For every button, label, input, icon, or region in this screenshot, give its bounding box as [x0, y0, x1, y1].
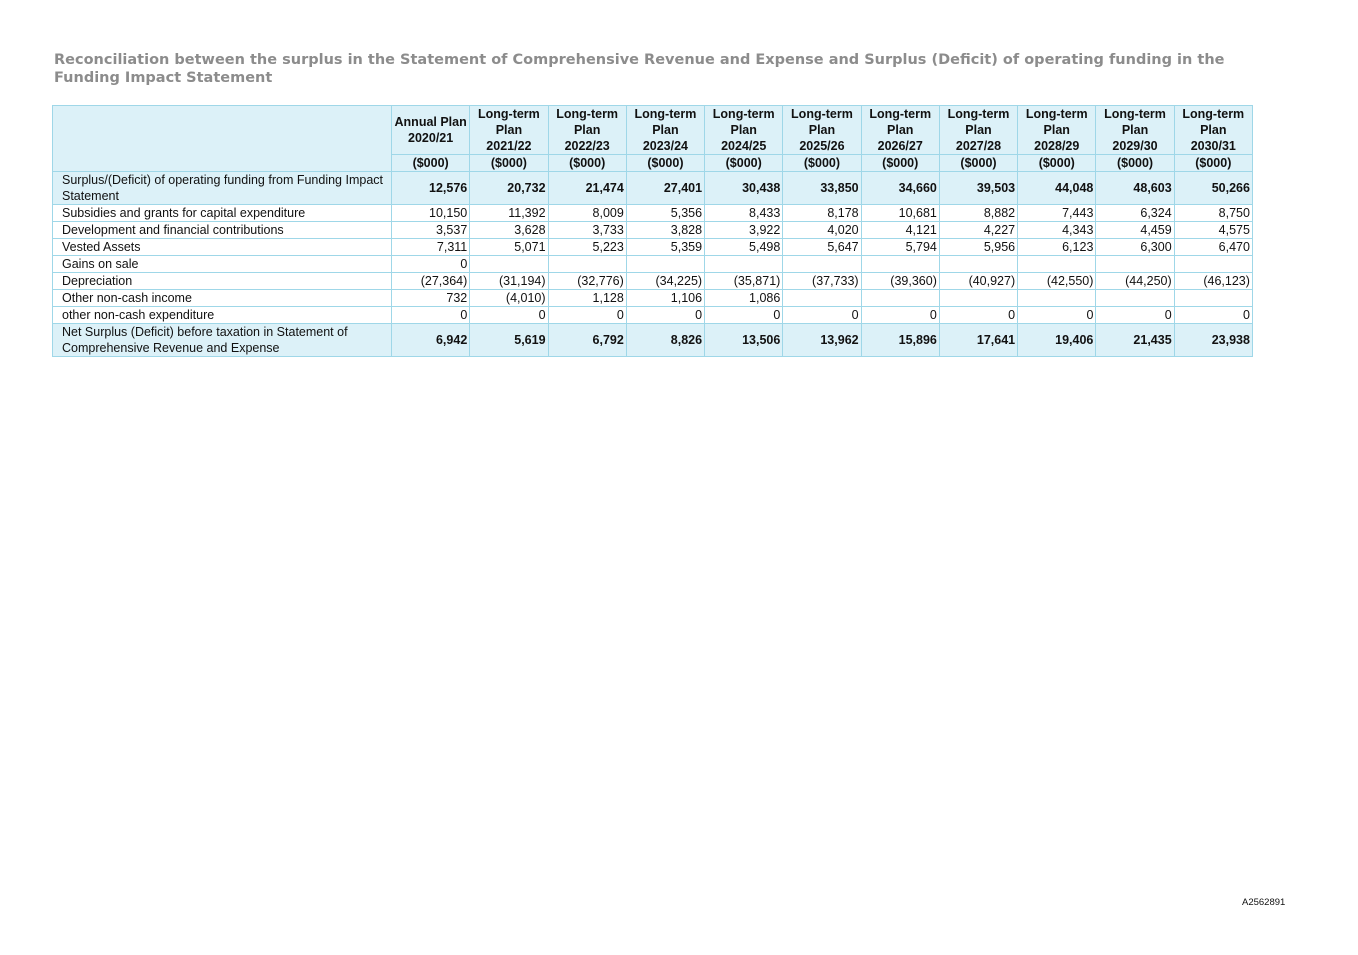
value-cell: 33,850 [783, 172, 861, 205]
column-header-title: Plan [495, 123, 523, 137]
column-header-title: Long-term [947, 107, 1010, 121]
value-cell: 3,628 [470, 222, 548, 239]
value-cell: 3,828 [626, 222, 704, 239]
column-header-title: Plan [730, 123, 757, 137]
value-cell: 11,392 [470, 205, 548, 222]
value-cell [783, 256, 861, 273]
value-cell: 8,882 [939, 205, 1017, 222]
value-cell: 3,733 [548, 222, 626, 239]
column-header [783, 106, 861, 155]
value-cell: (42,550) [1018, 273, 1096, 290]
value-cell: 15,896 [861, 324, 939, 357]
page-title: Reconciliation between the surplus in the Statement of Comprehensive Revenue and Expense and Surplus (Deficit) of operating funding in the Funding Impact Statement [54, 52, 1225, 86]
value-cell: 48,603 [1096, 172, 1174, 205]
column-header-year: 2028/29 [1034, 139, 1080, 153]
value-cell: (31,194) [470, 273, 548, 290]
value-cell: 12,576 [392, 172, 470, 205]
table-row [53, 290, 1253, 307]
value-cell [861, 290, 939, 307]
units-cell: ($000) [939, 155, 1017, 172]
value-cell: (35,871) [705, 273, 783, 290]
column-header-row [53, 106, 1253, 155]
units-cell: ($000) [1096, 155, 1174, 172]
value-cell: 0 [470, 307, 548, 324]
column-header-year: 2024/25 [721, 139, 767, 153]
column-header-year: 2025/26 [799, 139, 845, 153]
value-cell: (34,225) [626, 273, 704, 290]
table-row [53, 324, 1253, 357]
value-cell [1018, 290, 1096, 307]
value-cell: 0 [392, 256, 470, 273]
column-header-year: 2022/23 [564, 139, 610, 153]
value-cell: 27,401 [626, 172, 704, 205]
value-cell: 0 [626, 307, 704, 324]
units-cell: ($000) [705, 155, 783, 172]
value-cell: 21,435 [1096, 324, 1174, 357]
value-cell: 7,443 [1018, 205, 1096, 222]
value-cell: 0 [705, 307, 783, 324]
value-cell: 5,619 [470, 324, 548, 357]
value-cell [1174, 256, 1252, 273]
column-header-title: Plan [887, 123, 914, 137]
value-cell: 6,942 [392, 324, 470, 357]
column-header [1174, 106, 1252, 155]
row-label: other non-cash expenditure [53, 307, 392, 324]
value-cell: 6,300 [1096, 239, 1174, 256]
value-cell [1096, 256, 1174, 273]
value-cell: 13,506 [705, 324, 783, 357]
column-header-title: Long-term [556, 107, 619, 121]
value-cell: 0 [939, 307, 1017, 324]
value-cell: 1,128 [548, 290, 626, 307]
units-cell: ($000) [470, 155, 548, 172]
value-cell: 5,356 [626, 205, 704, 222]
value-cell: (27,364) [392, 273, 470, 290]
column-header-title: Plan [965, 123, 992, 137]
column-header [470, 106, 548, 155]
value-cell: (4,010) [470, 290, 548, 307]
value-cell: 8,433 [705, 205, 783, 222]
column-header-year: 2029/30 [1112, 139, 1158, 153]
value-cell: 3,537 [392, 222, 470, 239]
column-header-title: Long-term [1182, 107, 1245, 121]
value-cell: 5,647 [783, 239, 861, 256]
value-cell [939, 256, 1017, 273]
column-header [939, 106, 1017, 155]
value-cell: 5,498 [705, 239, 783, 256]
table-row [53, 205, 1253, 222]
column-header [1018, 106, 1096, 155]
column-header-year: 2030/31 [1190, 139, 1236, 153]
value-cell: 10,150 [392, 205, 470, 222]
column-header-title: Long-term [791, 107, 853, 121]
value-cell: 0 [1096, 307, 1174, 324]
value-cell [705, 256, 783, 273]
value-cell: 0 [548, 307, 626, 324]
table-body [53, 172, 1253, 357]
column-header-title: Long-term [477, 107, 540, 121]
value-cell: 6,324 [1096, 205, 1174, 222]
value-cell: 4,121 [861, 222, 939, 239]
value-cell: 0 [392, 307, 470, 324]
value-cell [783, 290, 861, 307]
label-column-header [53, 106, 392, 172]
row-label: Vested Assets [53, 239, 392, 256]
value-cell: 7,311 [392, 239, 470, 256]
value-cell: 6,792 [548, 324, 626, 357]
value-cell: 5,223 [548, 239, 626, 256]
value-cell: 5,794 [861, 239, 939, 256]
table-row [53, 222, 1253, 239]
value-cell: 19,406 [1018, 324, 1096, 357]
row-label: Subsidies and grants for capital expenditure [53, 205, 392, 222]
reconciliation-table [52, 105, 1253, 357]
column-header-year: 2027/28 [955, 139, 1002, 153]
value-cell [626, 256, 704, 273]
value-cell: 8,826 [626, 324, 704, 357]
value-cell: 4,343 [1018, 222, 1096, 239]
column-header-title: Plan [652, 123, 679, 137]
column-header-title: Long-term [869, 107, 932, 121]
column-header-title: Plan [1200, 123, 1227, 137]
row-label: Net Surplus (Deficit) before taxation in Statement of Comprehensive Revenue and Expense [53, 324, 392, 357]
value-cell [861, 256, 939, 273]
value-cell: 34,660 [861, 172, 939, 205]
document-reference: A2562891 [1242, 897, 1286, 908]
column-header-title: Plan [573, 123, 601, 137]
value-cell: 23,938 [1174, 324, 1252, 357]
value-cell: 4,020 [783, 222, 861, 239]
value-cell: 8,009 [548, 205, 626, 222]
column-header-year: 2020/21 [408, 131, 454, 145]
table-row [53, 172, 1253, 205]
units-cell: ($000) [783, 155, 861, 172]
value-cell: 50,266 [1174, 172, 1252, 205]
value-cell: 1,106 [626, 290, 704, 307]
column-header-title: Plan [808, 123, 836, 137]
value-cell: 4,227 [939, 222, 1017, 239]
value-cell: (39,360) [861, 273, 939, 290]
value-cell: 0 [1174, 307, 1252, 324]
table-row [53, 273, 1253, 290]
value-cell: (32,776) [548, 273, 626, 290]
value-cell [1096, 290, 1174, 307]
value-cell: 732 [392, 290, 470, 307]
row-label: Development and financial contributions [53, 222, 392, 239]
column-header-title: Long-term [1104, 107, 1166, 121]
column-header-year: 2026/27 [877, 139, 923, 153]
table-row [53, 307, 1253, 324]
table-row [53, 256, 1253, 273]
units-cell: ($000) [1174, 155, 1252, 172]
value-cell [939, 290, 1017, 307]
value-cell: 0 [783, 307, 861, 324]
value-cell: 17,641 [939, 324, 1017, 357]
value-cell: (37,733) [783, 273, 861, 290]
column-header-title: Plan [1121, 123, 1149, 137]
value-cell: 6,123 [1018, 239, 1096, 256]
value-cell: 21,474 [548, 172, 626, 205]
column-header-title: Long-term [1025, 107, 1088, 121]
column-header [548, 106, 626, 155]
column-header-title: Long-term [712, 107, 775, 121]
value-cell: 30,438 [705, 172, 783, 205]
value-cell: 6,470 [1174, 239, 1252, 256]
column-header [626, 106, 704, 155]
value-cell: 4,459 [1096, 222, 1174, 239]
value-cell: 1,086 [705, 290, 783, 307]
table-row [53, 239, 1253, 256]
value-cell: (40,927) [939, 273, 1017, 290]
units-cell: ($000) [1018, 155, 1096, 172]
row-label: Other non-cash income [53, 290, 392, 307]
value-cell: 0 [861, 307, 939, 324]
column-header-title: Annual Plan [394, 115, 467, 129]
column-header [1096, 106, 1174, 155]
column-header-year: 2023/24 [642, 139, 689, 153]
row-label: Gains on sale [53, 256, 392, 273]
units-cell: ($000) [626, 155, 704, 172]
row-label: Depreciation [53, 273, 392, 290]
column-header-year: 2021/22 [486, 139, 532, 153]
value-cell [470, 256, 548, 273]
value-cell: 10,681 [861, 205, 939, 222]
column-header [392, 106, 470, 155]
column-header [861, 106, 939, 155]
value-cell: (44,250) [1096, 273, 1174, 290]
value-cell: (46,123) [1174, 273, 1252, 290]
row-label: Surplus/(Deficit) of operating funding from Funding Impact Statement [53, 172, 392, 205]
value-cell: 44,048 [1018, 172, 1096, 205]
value-cell: 8,750 [1174, 205, 1252, 222]
value-cell: 39,503 [939, 172, 1017, 205]
units-cell: ($000) [392, 155, 470, 172]
value-cell: 8,178 [783, 205, 861, 222]
value-cell: 4,575 [1174, 222, 1252, 239]
units-cell: ($000) [548, 155, 626, 172]
value-cell [1174, 290, 1252, 307]
value-cell: 5,359 [626, 239, 704, 256]
value-cell: 3,922 [705, 222, 783, 239]
units-cell: ($000) [861, 155, 939, 172]
value-cell: 0 [1018, 307, 1096, 324]
column-header-title: Long-term [634, 107, 697, 121]
value-cell [548, 256, 626, 273]
column-header [705, 106, 783, 155]
value-cell: 20,732 [470, 172, 548, 205]
value-cell [1018, 256, 1096, 273]
value-cell: 13,962 [783, 324, 861, 357]
value-cell: 5,071 [470, 239, 548, 256]
column-header-title: Plan [1043, 123, 1070, 137]
value-cell: 5,956 [939, 239, 1017, 256]
